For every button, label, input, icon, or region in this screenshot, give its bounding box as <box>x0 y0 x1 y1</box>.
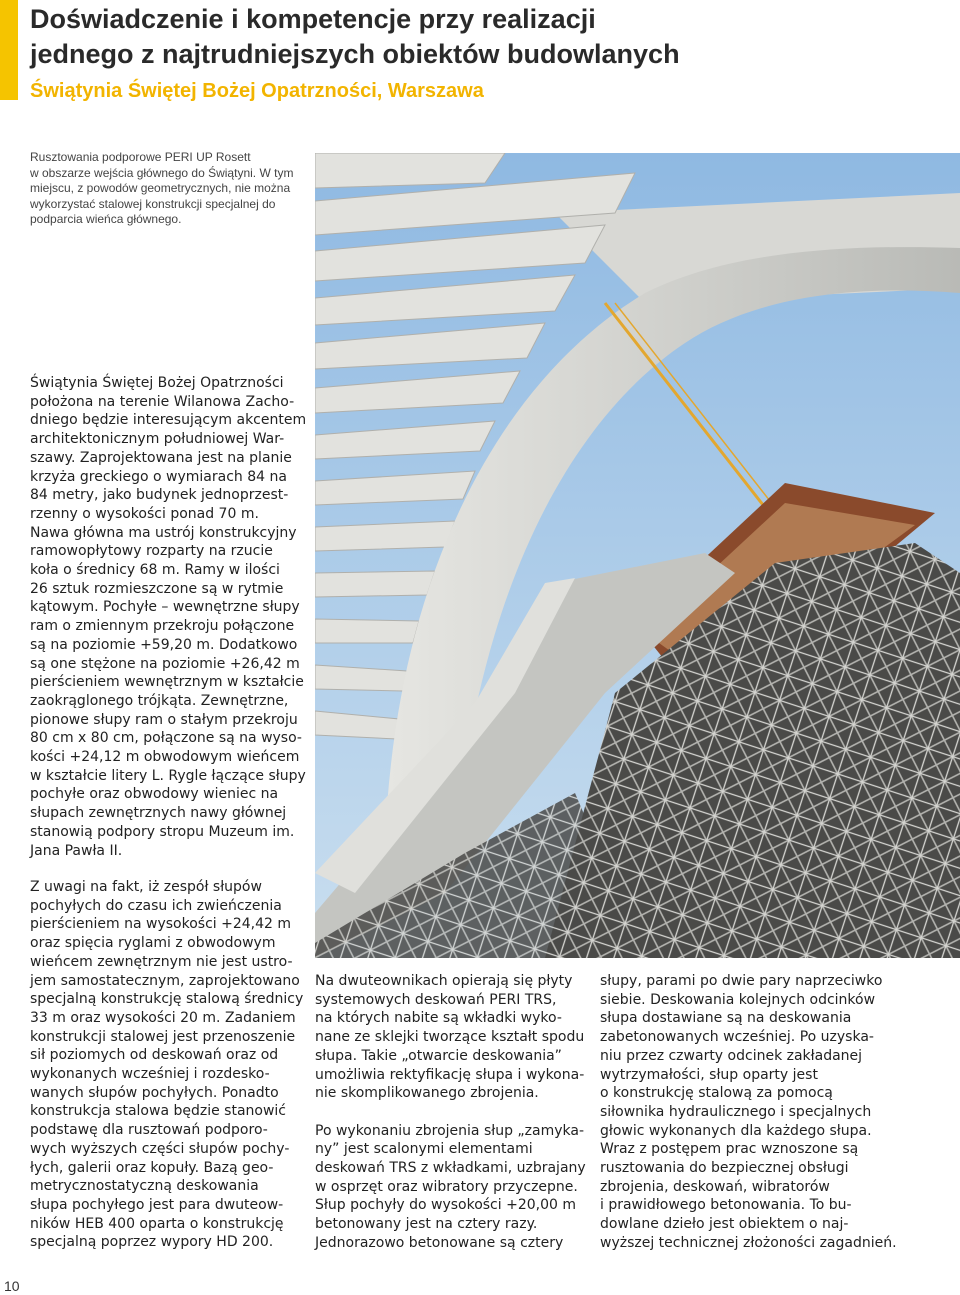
body-line: rzenny o wysokości ponad 70 m. <box>30 505 259 522</box>
body-line: konstrukcja stalowa będzie stanowić <box>30 1103 287 1120</box>
body-line: ram o zmiennym przekroju połączone <box>30 618 295 635</box>
body-line: słupa pochyłego jest para dwuteow- <box>30 1196 284 1213</box>
body-line: 80 cm x 80 cm, połączone są na wyso- <box>30 730 302 747</box>
body-line: 84 metry, jako budynek jednoprzest- <box>30 487 289 504</box>
body-line: łych, galerii oraz kopuły. Bazą geo- <box>30 1159 274 1176</box>
body-line: pierścieniem wewnętrznym w kształcie <box>30 674 304 691</box>
body-line: pochyłych do czasu ich zwieńczenia <box>30 897 282 914</box>
body-line: w kształcie litery L. Rygle łączące słupy <box>30 767 306 784</box>
body-line: słupa dostawiane są na deskowania <box>600 1010 852 1027</box>
photo-caption <box>30 150 300 228</box>
body-line: zaokrąglonego trójkąta. Zewnętrzne, <box>30 692 289 709</box>
caption-line: Rusztowania podporowe PERI UP Rosett <box>30 150 251 164</box>
body-line: słupy, parami po dwie pary naprzeciwko <box>600 973 883 989</box>
body-line: siebie. Deskowania kolejnych odcinków <box>600 991 876 1008</box>
caption-line: miejscu, z powodów geometrycznych, nie można <box>30 181 291 196</box>
body-line: Z uwagi na fakt, iż zespół słupów <box>30 879 262 895</box>
body-line: ny” jest scalonymi elementami <box>315 1141 533 1158</box>
body-line: kątowym. Pochyłe – wewnętrzne słupy <box>30 599 300 616</box>
caption-line: w obszarze wejścia głównego do Świątyni. W tym <box>30 165 294 180</box>
body-line: pierścieniem na wysokości +24,42 m <box>30 916 292 933</box>
title-line: Doświadczenie i kompetencje przy realizacji <box>30 4 596 34</box>
body-line: systemowych deskowań PERI TRS, <box>315 991 557 1008</box>
body-line: specjalną konstrukcję stalową średnicy <box>30 991 304 1008</box>
body-line: Po wykonaniu zbrojenia słup „zamyka- <box>315 1122 585 1139</box>
article-column-3 <box>315 972 586 1253</box>
body-line: dniego będzie interesującym akcentem <box>30 412 307 429</box>
body-line: wanych słupów pochyłych. Ponadto <box>30 1084 279 1101</box>
construction-photo <box>315 153 960 958</box>
body-line: Jednorazowo betonowane są cztery <box>315 1234 564 1251</box>
body-line: nane ze sklejki tworzące kształt spodu <box>315 1029 585 1046</box>
body-line: specjalną poprzez wypory HD 200. <box>30 1234 274 1251</box>
caption-line: podparcia wieńca głównego. <box>30 212 182 227</box>
body-line: Jana Pawła II. <box>30 842 123 859</box>
body-line: oraz spięcia ryglami z obwodowym <box>30 935 276 952</box>
article-column-2 <box>30 878 303 1252</box>
body-line: są one stężone na poziomie +26,42 m <box>30 655 300 672</box>
body-line: i prawidłowego betonowania. To bu- <box>600 1197 852 1214</box>
body-line: kości +24,12 m obwodowym wieńcem <box>30 749 300 766</box>
body-line: zbrojenia, deskowań, wibratorów <box>600 1178 830 1195</box>
page-subtitle: Świątynia Świętej Bożej Opatrzności, Warszawa <box>30 80 484 102</box>
body-line: architektonicznym południowej War- <box>30 431 285 448</box>
body-line: położona na terenie Wilanowa Zacho- <box>30 393 295 410</box>
body-line: jem samostatecznym, zaprojektowano <box>30 972 300 989</box>
caption-line: wykorzystać stalowej konstrukcji specjalnej do <box>30 196 276 211</box>
body-line: o konstrukcję stalową za pomocą <box>600 1085 833 1102</box>
body-line: metrycznostatyczną deskowania <box>30 1178 259 1195</box>
body-line: szawy. Zaprojektowana jest na planie <box>30 449 292 466</box>
body-line: wieńcem zewnętrznym nie jest ustro- <box>30 953 293 970</box>
body-line: siłownika hydraulicznego i specjalnych <box>600 1103 872 1120</box>
body-line: są na poziomie +59,20 m. Dodatkowo <box>30 636 298 653</box>
paragraph-gap <box>315 1103 586 1122</box>
body-line: głowic wykonanych dla każdego słupa. <box>600 1122 872 1139</box>
body-line: Nawa główna ma ustrój konstrukcyjny <box>30 524 297 541</box>
body-line: pochyłe oraz obwodowy wieniec na <box>30 786 279 803</box>
body-line: wych wyższych części słupów pochy- <box>30 1140 290 1157</box>
body-line: zabetonowanych wcześniej. Po uzyska- <box>600 1029 874 1046</box>
body-line: umożliwia rektyfikację słupa i wykona- <box>315 1066 585 1083</box>
body-line: Na dwuteownikach opierają się płyty <box>315 973 573 989</box>
body-line: nie skomplikowanego zbrojenia. <box>315 1085 539 1102</box>
body-line: ramowopłytowy rozparty na rzucie <box>30 543 273 560</box>
body-line: rusztowania do bezpiecznej obsługi <box>600 1160 849 1177</box>
body-line: słupa. Takie „otwarcie deskowania” <box>315 1047 562 1064</box>
body-line: Wraz z postępem prac wznoszone są <box>600 1141 859 1158</box>
body-line: 26 sztuk rozmieszczone są w rytmie <box>30 580 284 597</box>
body-line: Słup pochyły do wysokości +20,00 m <box>315 1197 576 1214</box>
body-line: dowlane dzieło jest obiektem o naj- <box>600 1216 849 1233</box>
body-line: w osprzęt oraz wibratory przyczepne. <box>315 1178 578 1195</box>
body-line: wyższej technicznej złożoności zagadnień. <box>600 1234 897 1251</box>
article-column-1 <box>30 374 306 860</box>
body-line: słupach zewnętrznych nawy głównej <box>30 805 287 822</box>
body-line: koła o średnicy 68 m. Ramy w ilości <box>30 562 280 579</box>
body-line: deskowań TRS z wkładkami, uzbrajany <box>315 1160 586 1177</box>
body-line: 33 m oraz wysokości 20 m. Zadaniem <box>30 1009 296 1026</box>
body-line: krzyża greckiego o wymiarach 84 na <box>30 468 287 485</box>
article-column-4 <box>600 972 897 1253</box>
body-line: stanowią podpory stropu Muzeum im. <box>30 823 295 840</box>
accent-bar <box>0 0 18 100</box>
body-line: konstrukcji stalowej jest przenoszenie <box>30 1028 296 1045</box>
body-line: wytrzymałości, słup oparty jest <box>600 1066 818 1083</box>
page-number: 10 <box>4 1278 20 1294</box>
body-line: ników HEB 400 oparta o konstrukcję <box>30 1215 284 1232</box>
body-line: pionowe słupy ram o stałym przekroju <box>30 711 298 728</box>
body-line: niu przez czwarty odcinek zakładanej <box>600 1047 863 1064</box>
body-line: wykonanych wcześniej i rozdesko- <box>30 1066 270 1083</box>
body-line: na których nabite są wkładki wyko- <box>315 1010 562 1027</box>
body-line: betonowany jest na cztery razy. <box>315 1216 538 1233</box>
title-line: jednego z najtrudniejszych obiektów budowlanych <box>30 39 680 69</box>
body-line: sił poziomych od deskowań oraz od <box>30 1047 279 1064</box>
body-line: Świątynia Świętej Bożej Opatrzności <box>30 375 284 391</box>
page-title <box>30 2 930 72</box>
body-line: podstawę dla rusztowań podporo- <box>30 1122 268 1139</box>
